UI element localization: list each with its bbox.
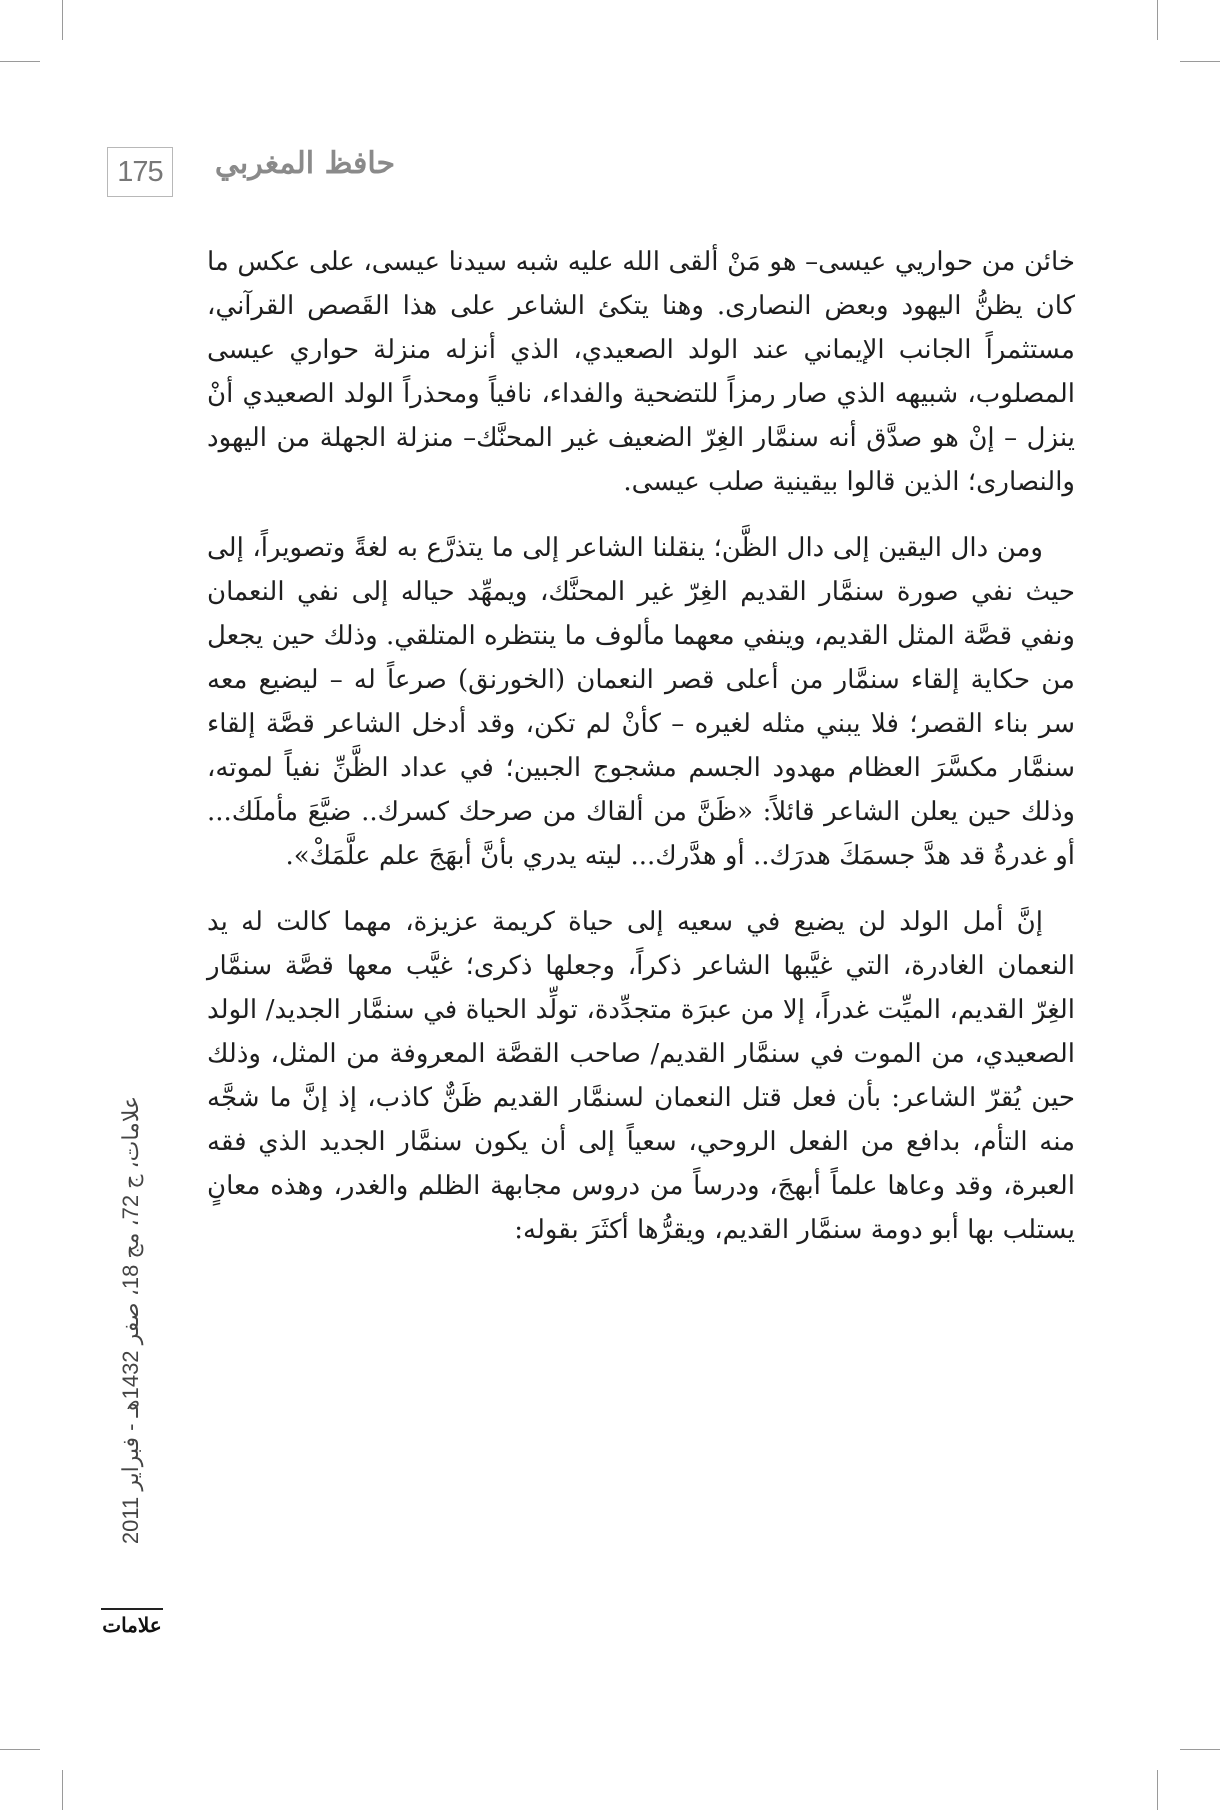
- crop-mark: [0, 61, 40, 62]
- journal-logo: علامات: [102, 1613, 162, 1637]
- page-number-box: [107, 147, 173, 197]
- page-number: 175: [117, 155, 163, 188]
- crop-mark: [0, 1749, 40, 1750]
- crop-mark: [1180, 1749, 1220, 1750]
- journal-citation-text: علامات، ج 72، مج 18، صفر 1432هـ - فبراير 2011: [118, 1095, 143, 1545]
- crop-mark: [62, 1770, 63, 1810]
- paragraph: إنَّ أمل الولد لن يضيع في سعيه إلى حياة كريمة عزيزة، مهما كالت له يد النعمان الغادرة، التي غيَّبها الشاعر ذكراً، وجعلها ذكرى؛ غيَّب معها قصَّة سنمَّار الغِرّ القديم، الميِّت غدراً، إلا من عبرَة متجدِّدة، تولِّد الحياة في سنمَّار الجديد/ الولد الصعيدي، من الموت في سنمَّار القديم/ صاحب القصَّة المعروفة من المثل، وذلك حين يُقرّ الشاعر: بأن فعل قتل النعمان لسنمَّار القديم ظَنٌّ كاذب، إذ إنَّ ما شجَّه منه التأم، بدافع من الفعل الروحي، سعياً إلى أن يكون سنمَّار الجديد الذي فقه العبرة، وقد وعاها علماً أبهجَ، ودرساً من دروس مجابهة الظلم والغدر، وهذه معانٍ يستلب بها أبو دومة سنمَّار القديم، ويقرُّها أكثَرَ بقوله:: [207, 907, 1075, 1245]
- paragraph: ومن دال اليقين إلى دال الظَّن؛ ينقلنا الشاعر إلى ما يتذرَّع به لغةً وتصويراً، إلى حيث نفي صورة سنمَّار القديم الغِرّ غير المحنَّك، ويمهِّد حياله إلى نفي النعمان ونفي قصَّة المثل القديم، وينفي معهما مألوف ما ينتظره المتلقي. وذلك حين يجعل من حكاية إلقاء سنمَّار من أعلى قصر النعمان (الخورنق) صرعاً له – ليضيع معه سر بناء القصر؛ فلا يبني مثله لغيره – كأنْ لم تكن، وقد أدخل الشاعر قصَّة إلقاء سنمَّار مكسَّرَ العظام مهدود الجسم مشجوج الجبين؛ في عداد الظَّنِّ نفياً لموته، وذلك حين يعلن الشاعر قائلاً: «ظَنَّ من ألقاك من صرحك كسرك.. ضيَّعَ مأملَك... أو غدرةُ قد هدَّ جسمَكَ هدرَك.. أو هدَّرك... ليته يدري بأنَّ أبهَجَ علم علَّمَكْ».: [207, 533, 1075, 871]
- crop-mark: [1157, 0, 1158, 40]
- crop-mark: [1180, 61, 1220, 62]
- journal-citation: [106, 1040, 156, 1600]
- running-head: حافظ المغربي: [214, 146, 396, 181]
- crop-mark: [62, 0, 63, 40]
- article-body: [207, 240, 1075, 1252]
- crop-mark: [1157, 1770, 1158, 1810]
- paragraph: خائن من حواريي عيسى– هو مَنْ ألقى الله عليه شبه سيدنا عيسى، على عكس ما كان يظنُّ اليهود وبعض النصارى. وهنا يتكئ الشاعر على هذا القَصص القرآني، مستثمراً الجانب الإيماني عند الولد الصعيدي، الذي أنزله منزلة حواري عيسى المصلوب، شبيهه الذي صار رمزاً للتضحية والفداء، نافياً ومحذراً الولد الصعيدي أنْ ينزل – إنْ هو صدَّق أنه سنمَّار الغِرّ الضعيف غير المحنَّك– منزلة الجهلة من اليهود والنصارى؛ الذين قالوا بيقينية صلب عيسى.: [207, 247, 1075, 497]
- logo-rule: [101, 1608, 163, 1610]
